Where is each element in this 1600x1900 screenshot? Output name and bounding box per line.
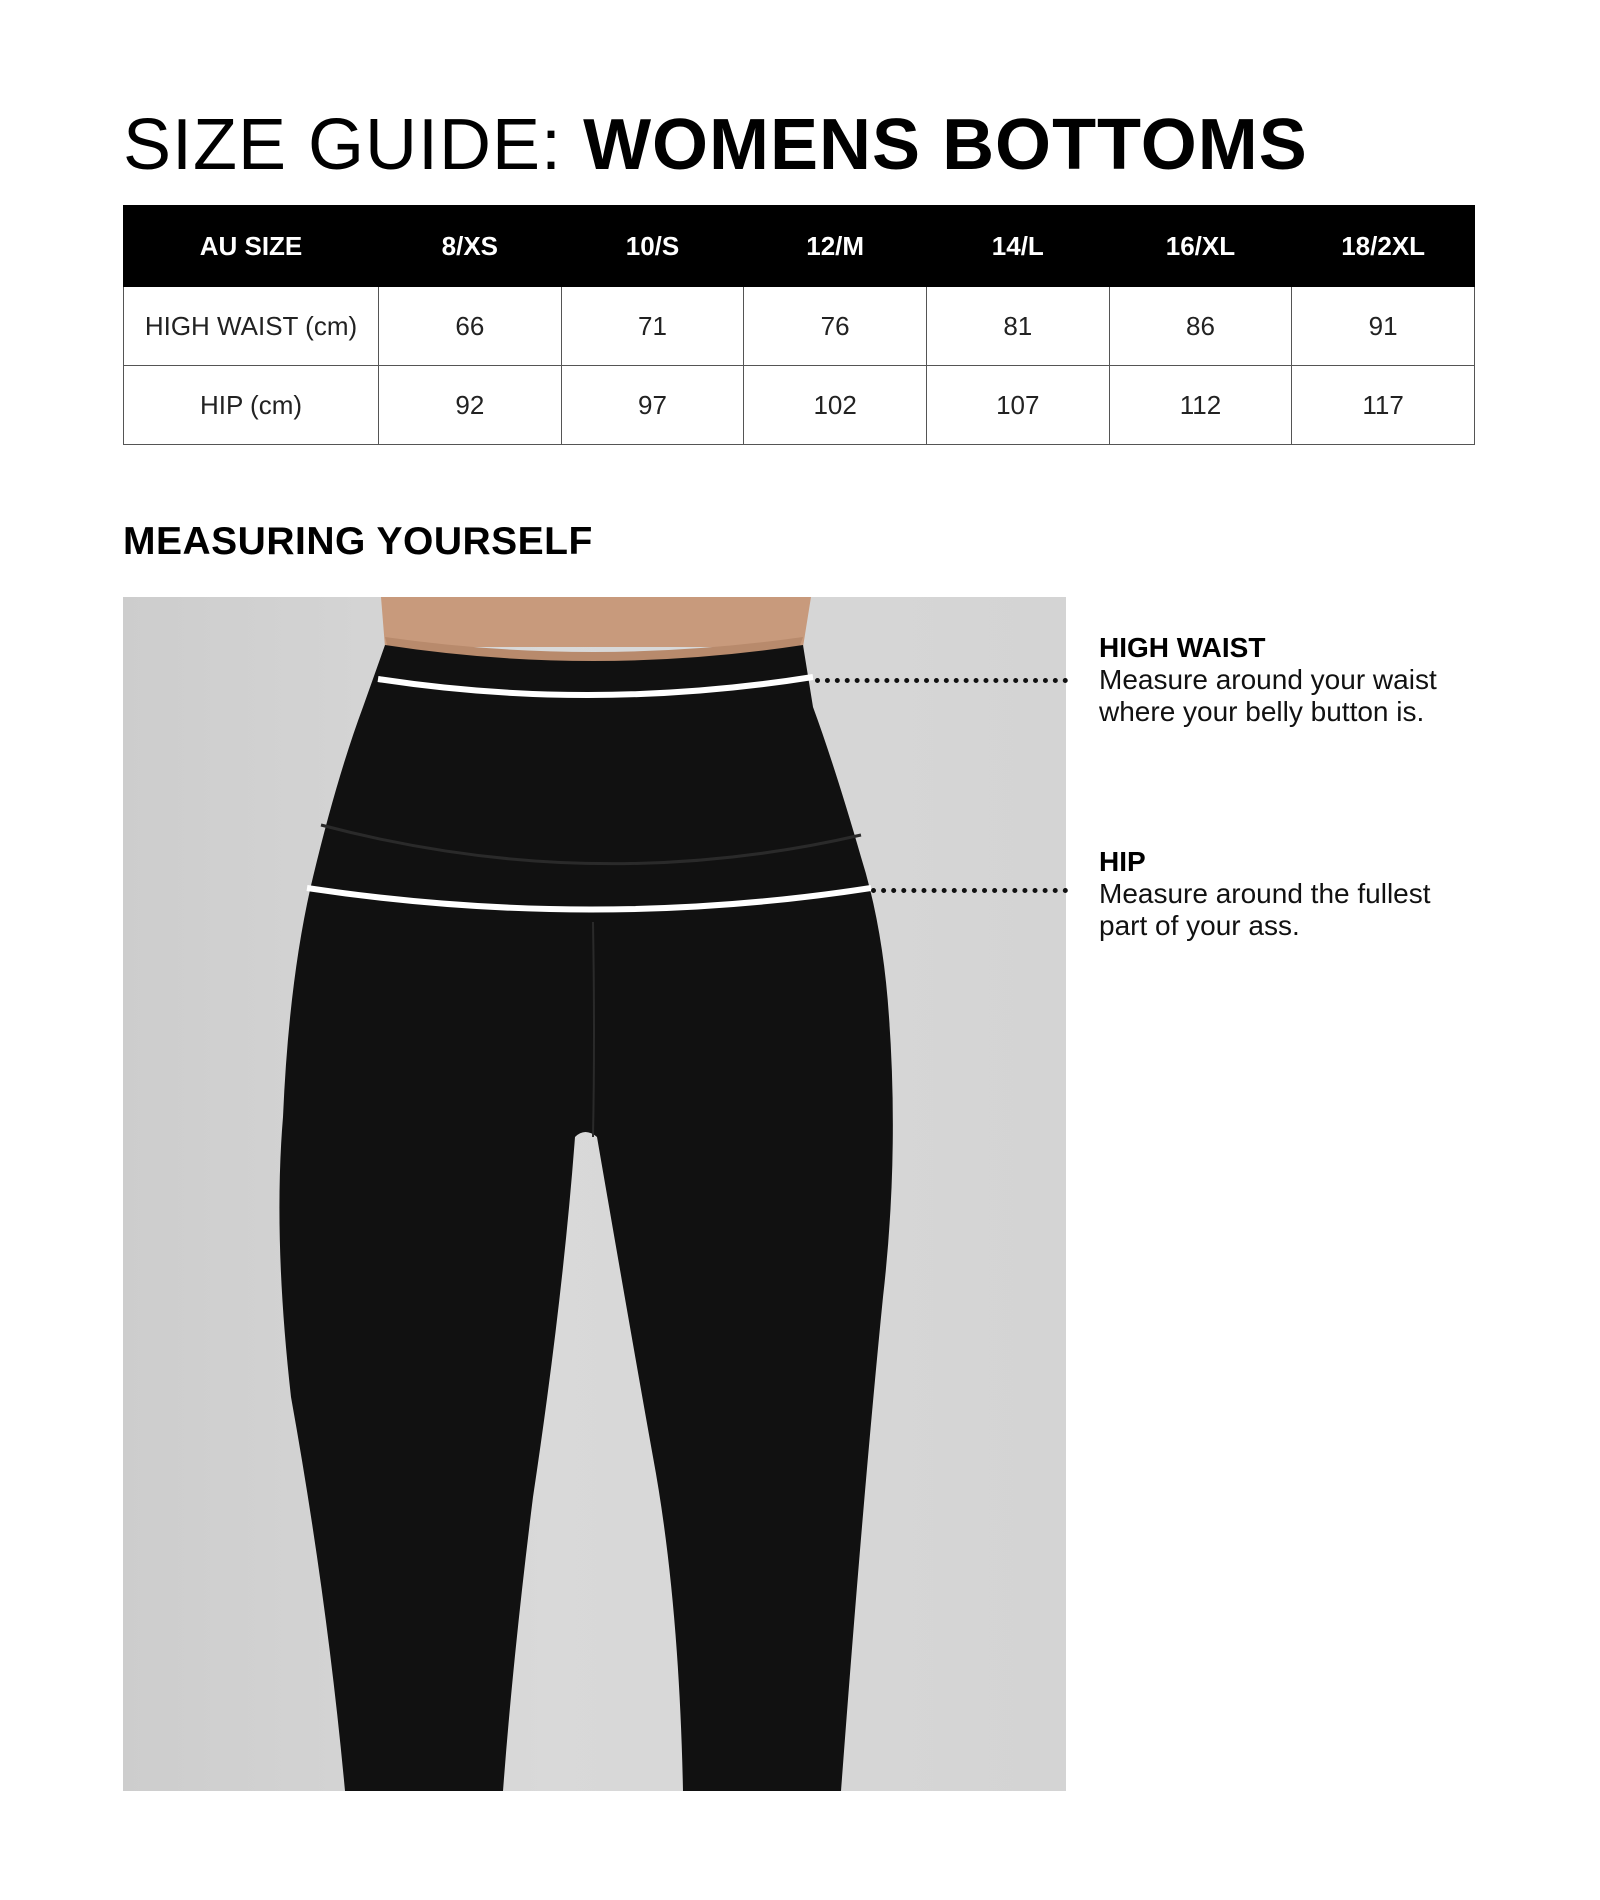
size-table <box>123 205 1475 445</box>
table-cell: 97 <box>561 366 744 445</box>
table-cell: 76 <box>744 287 927 366</box>
title-light: SIZE GUIDE: <box>123 105 584 185</box>
header-size-2xl: 18/2XL <box>1292 206 1475 287</box>
leggings-illustration <box>123 597 1066 1791</box>
table-cell: 81 <box>926 287 1109 366</box>
measuring-title: MEASURING YOURSELF <box>123 520 593 563</box>
header-size-xl: 16/XL <box>1109 206 1292 287</box>
header-au-size: AU SIZE <box>124 206 379 287</box>
high-waist-text-line-2: where your belly button is. <box>1099 696 1425 727</box>
table-row-hip <box>124 366 1475 445</box>
torso-skin <box>381 597 811 647</box>
title-bold: WOMENS BOTTOMS <box>583 105 1308 185</box>
table-cell: 92 <box>379 366 562 445</box>
page-title <box>123 100 1308 190</box>
header-size-xs: 8/XS <box>379 206 562 287</box>
table-cell: 117 <box>1292 366 1475 445</box>
model-photo <box>123 597 1066 1791</box>
table-cell: 102 <box>744 366 927 445</box>
hip-pointer <box>871 888 1068 893</box>
hip-text-line-1: Measure around the fullest <box>1099 878 1431 909</box>
table-cell: 71 <box>561 287 744 366</box>
high-waist-heading: HIGH WAIST <box>1099 632 1266 663</box>
header-size-l: 14/L <box>926 206 1109 287</box>
table-cell: 107 <box>926 366 1109 445</box>
table-cell: 112 <box>1109 366 1292 445</box>
high-waist-note <box>1099 632 1539 728</box>
row-label: HIGH WAIST (cm) <box>124 287 379 366</box>
table-cell: 86 <box>1109 287 1292 366</box>
table-row-high-waist <box>124 287 1475 366</box>
hip-text-line-2: part of your ass. <box>1099 910 1300 941</box>
table-cell: 91 <box>1292 287 1475 366</box>
header-size-s: 10/S <box>561 206 744 287</box>
hip-heading: HIP <box>1099 846 1146 877</box>
high-waist-text-line-1: Measure around your waist <box>1099 664 1437 695</box>
row-label: HIP (cm) <box>124 366 379 445</box>
leggings-shape <box>279 645 892 1791</box>
table-cell: 66 <box>379 287 562 366</box>
table-header-row <box>124 206 1475 287</box>
high-waist-pointer <box>815 678 1068 683</box>
hip-note <box>1099 846 1539 942</box>
header-size-m: 12/M <box>744 206 927 287</box>
